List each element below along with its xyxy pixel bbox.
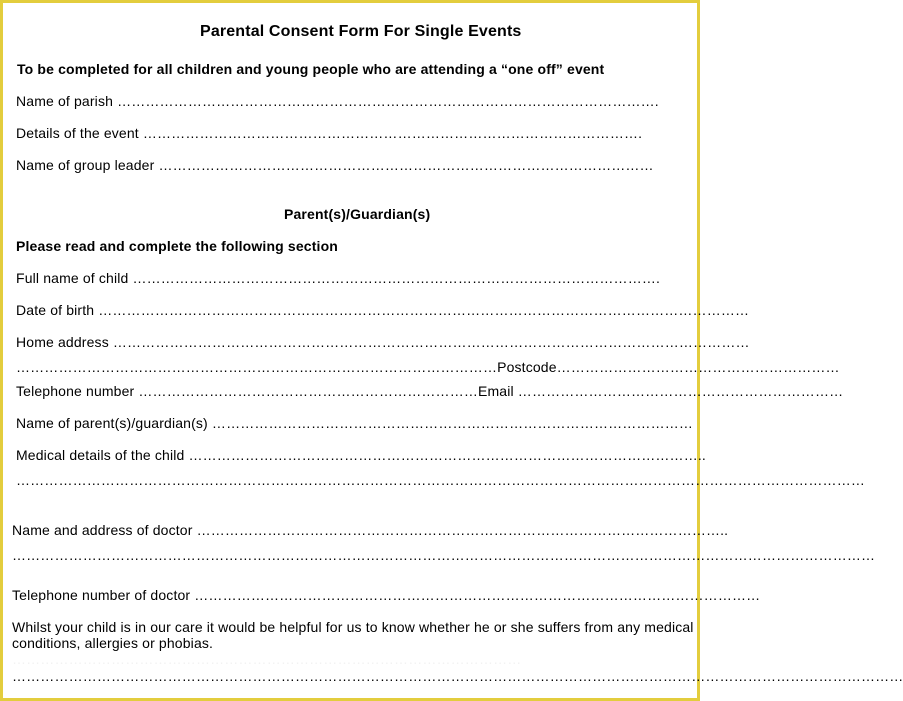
guardian-heading: Parent(s)/Guardian(s) xyxy=(284,206,431,222)
date-of-birth-field[interactable]: Date of birth ………………………………………………………………………………………………………………………… xyxy=(16,302,750,318)
home-address-field[interactable]: Home address ……………………………………………………………………………………………………………………… xyxy=(16,334,750,350)
medical-conditions-note: Whilst your child is in our care it would be helpful for us to know whether he or she suffers from any medical conditions, allergies or phobias. xyxy=(12,619,694,651)
doctor-address-line[interactable]: ………………………………………………………………………………………………………………………………………………………………… xyxy=(12,547,876,563)
form-intro: To be completed for all children and young people who are attending a “one off” event xyxy=(17,61,605,77)
parent-guardian-name-field[interactable]: Name of parent(s)/guardian(s) ………………………………………………………………………………………… xyxy=(16,415,694,431)
telephone-email-field[interactable]: Telephone number ………………………………………………………………Email …………………………………………………………… xyxy=(16,383,844,399)
doctor-field[interactable]: Name and address of doctor ………………………………………………………………………………………………….. xyxy=(12,522,729,538)
event-details-field[interactable]: Details of the event ……………………………………………………………………………………………. xyxy=(16,125,643,141)
parish-field[interactable]: Name of parish ……………………………………………………………………………………………………. xyxy=(16,93,659,109)
doctor-phone-field[interactable]: Telephone number of doctor ………………………………………………………………………………………………………… xyxy=(12,587,761,603)
group-leader-field[interactable]: Name of group leader …………………………………………………………………………………………… xyxy=(16,157,654,173)
final-answer-line[interactable]: ……………………………………………………………………………………………………………………………………………………………………… xyxy=(12,668,903,684)
medical-details-line[interactable]: ……………………………………………………………………………………………………………………………………………………………… xyxy=(16,472,865,488)
child-name-field[interactable]: Full name of child …………………………………………………………………………………………………. xyxy=(16,270,661,286)
postcode-field[interactable]: …………………………………………………………………………………………Postcode…………………………………………………… xyxy=(16,359,840,375)
faint-note-line: ……………………………………………………………………………………………… xyxy=(12,651,522,667)
medical-details-field[interactable]: Medical details of the child ……………………………………………………………………………………………….. xyxy=(16,447,706,463)
guardian-instruction: Please read and complete the following section xyxy=(16,238,338,254)
form-title: Parental Consent Form For Single Events xyxy=(200,23,522,40)
